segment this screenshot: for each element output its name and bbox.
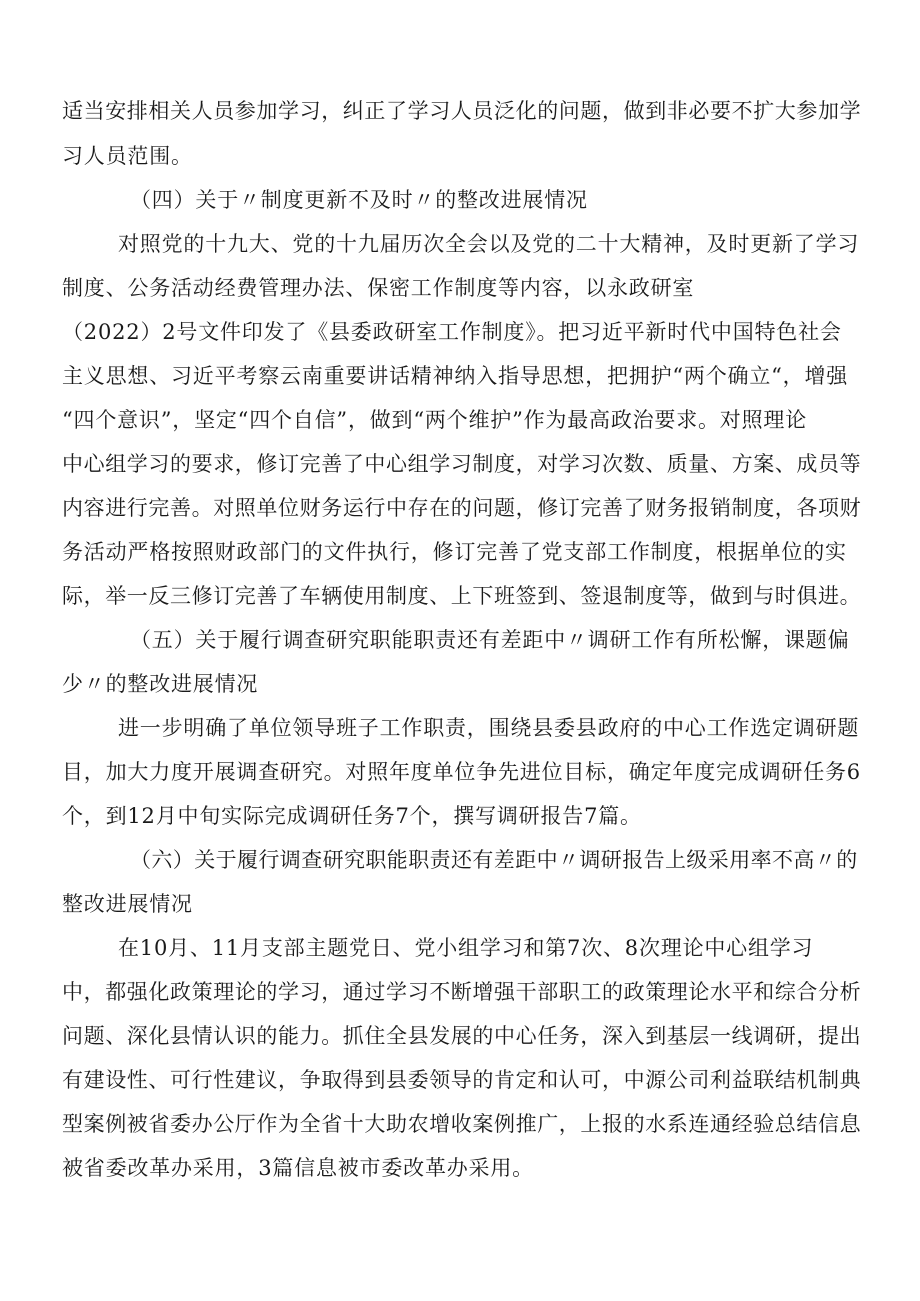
text-line: 问题、深化县情认识的能力。抓住全县发展的中心任务，深入到基层一线调研，提出 <box>62 1024 862 1048</box>
text-line: 有建设性、可行性建议，争取得到县委领导的肯定和认可，中源公司利益联结机制典 <box>62 1068 862 1092</box>
section-heading: （四）关于〃制度更新不及时〃的整改进展情况 <box>130 188 588 212</box>
text-line: 际，举一反三修订完善了车辆使用制度、上下班签到、签退制度等，做到与时俱进。 <box>62 584 862 608</box>
text-line: 主义思想、习近平考察云南重要讲话精神纳入指导思想，把拥护“两个确立“，增强 <box>62 364 849 388</box>
text-line: “四个意识”，坚定“四个自信”，做到“两个维护”作为最高政治要求。对照理论 <box>62 408 808 432</box>
text-line: 目，加大力度开展调查研究。对照年度单位争先进位目标，确定年度完成调研任务6 <box>62 760 861 784</box>
text-line: 对照党的十九大、党的十九届历次全会以及党的二十大精神，及时更新了学习 <box>118 232 860 256</box>
text-line: （2022）2号文件印发了《县委政研室工作制度》。把习近平新时代中国特色社会 <box>62 320 842 344</box>
section-heading: 整改进展情况 <box>62 892 193 916</box>
text-line: 务活动严格按照财政部门的文件执行，修订完善了党支部工作制度，根据单位的实 <box>62 540 847 564</box>
text-line: 进一步明确了单位领导班子工作职责，围绕县委县政府的中心工作选定调研题 <box>118 716 860 740</box>
section-heading: （五）关于履行调查研究职能职责还有差距中〃调研工作有所松懈，课题偏 <box>130 628 850 652</box>
text-line: 型案例被省委办公厅作为全省十大助农增收案例推广，上报的水系连通经验总结信息 <box>62 1112 862 1136</box>
text-line: 习人员范围。 <box>62 144 193 168</box>
text-line: 中，都强化政策理论的学习，通过学习不断增强干部职工的政策理论水平和综合分析 <box>62 980 862 1004</box>
text-line: 在10月、11月支部主题党日、党小组学习和第7次、8次理论中心组学习 <box>118 936 814 960</box>
text-line: 适当安排相关人员参加学习，纠正了学习人员泛化的问题，做到非必要不扩大参加学 <box>62 99 862 123</box>
text-line: 中心组学习的要求，修订完善了中心组学习制度，对学习次数、质量、方案、成员等 <box>62 452 862 476</box>
text-line: 被省委改革办采用，3篇信息被市委改革办采用。 <box>62 1156 534 1180</box>
text-line: 个，到12月中旬实际完成调研任务7个，撰写调研报告7篇。 <box>62 804 642 828</box>
section-heading: 少〃的整改进展情况 <box>62 672 259 696</box>
section-heading: （六）关于履行调查研究职能职责还有差距中〃调研报告上级采用率不高〃的 <box>130 848 858 872</box>
text-line: 内容进行完善。对照单位财务运行中存在的问题，修订完善了财务报销制度，各项财 <box>62 496 862 520</box>
text-line: 制度、公务活动经费管理办法、保密工作制度等内容，以永政研室 <box>62 276 695 300</box>
